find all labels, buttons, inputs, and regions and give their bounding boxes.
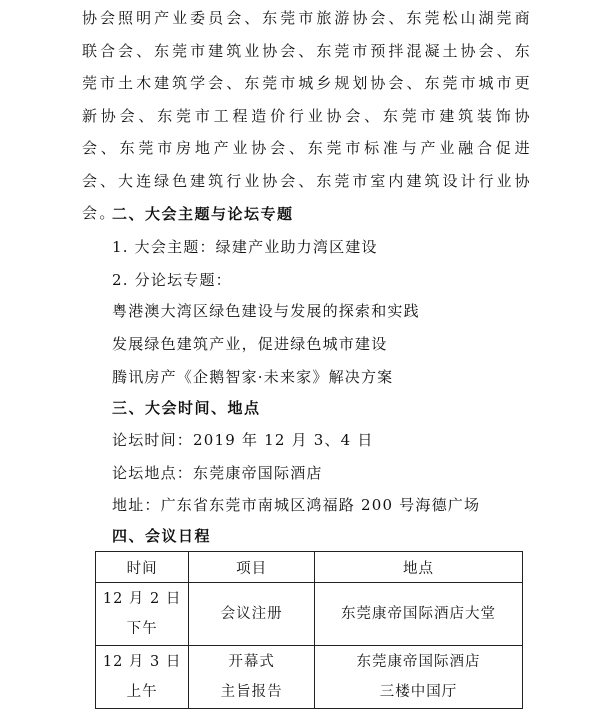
- forum-venue: 论坛地点：东莞康帝国际酒店: [112, 464, 323, 482]
- cell-item: [189, 583, 315, 646]
- forum-topic-1: 粤港澳大湾区绿色建设与发展的探索和实践: [112, 302, 420, 320]
- forum-topics-label: 2. 分论坛专题：: [112, 271, 232, 289]
- section-heading-schedule: 四、会议日程: [112, 527, 212, 545]
- section-heading-theme: 二、大会主题与论坛专题: [112, 205, 294, 223]
- cell-place: [315, 646, 523, 709]
- place-text: 东莞康帝国际酒店: [356, 654, 481, 670]
- header-time: 时间: [96, 552, 189, 583]
- time-date: 12 月 3 日: [102, 654, 182, 670]
- venue-address: 地址：广东省东莞市南城区鸿福路 200 号海德广场: [112, 496, 481, 514]
- cell-item: [189, 646, 315, 709]
- cell-time: [96, 646, 189, 709]
- cell-time: [96, 583, 189, 646]
- time-date: 12 月 2 日: [102, 591, 182, 607]
- header-place: 地点: [315, 552, 523, 583]
- item-text: 会议注册: [220, 606, 283, 622]
- time-period: 下午: [126, 621, 158, 637]
- schedule-table: [95, 551, 523, 709]
- place-text: 三楼中国厅: [379, 684, 458, 700]
- item-text: 开幕式: [228, 654, 275, 670]
- conference-theme: 1. 大会主题：绿建产业助力湾区建设: [112, 238, 378, 256]
- table-header-row: [96, 552, 523, 583]
- table-row: [96, 583, 523, 646]
- intro-paragraph: 协会照明产业委员会、东莞市旅游协会、东莞松山湖莞商联合会、东莞市建筑业协会、东莞市预拌混凝土协会、东莞市土木建筑学会、东莞市城乡规划协会、东莞市城市更新协会、东莞市工程造价行业协会、东莞市建筑装饰协会、东莞市房地产业协会、东莞市标准与产业融合促进会、大连绿色建筑行业协会、东莞市室内建筑设计行业协会。: [82, 9, 532, 222]
- cell-place: [315, 583, 523, 646]
- forum-topic-3: 腾讯房产《企鹅智家·未来家》解决方案: [112, 368, 394, 386]
- table-row: [96, 646, 523, 709]
- item-text: 主旨报告: [220, 684, 283, 700]
- place-text: 东莞康帝国际酒店大堂: [341, 606, 497, 622]
- time-period: 上午: [126, 684, 158, 700]
- section-heading-time-venue: 三、大会时间、地点: [112, 399, 261, 417]
- forum-time: 论坛时间：2019 年 12 月 3、4 日: [112, 431, 374, 449]
- header-item: 项目: [189, 552, 315, 583]
- forum-topic-2: 发展绿色建筑产业，促进绿色城市建设: [112, 335, 388, 353]
